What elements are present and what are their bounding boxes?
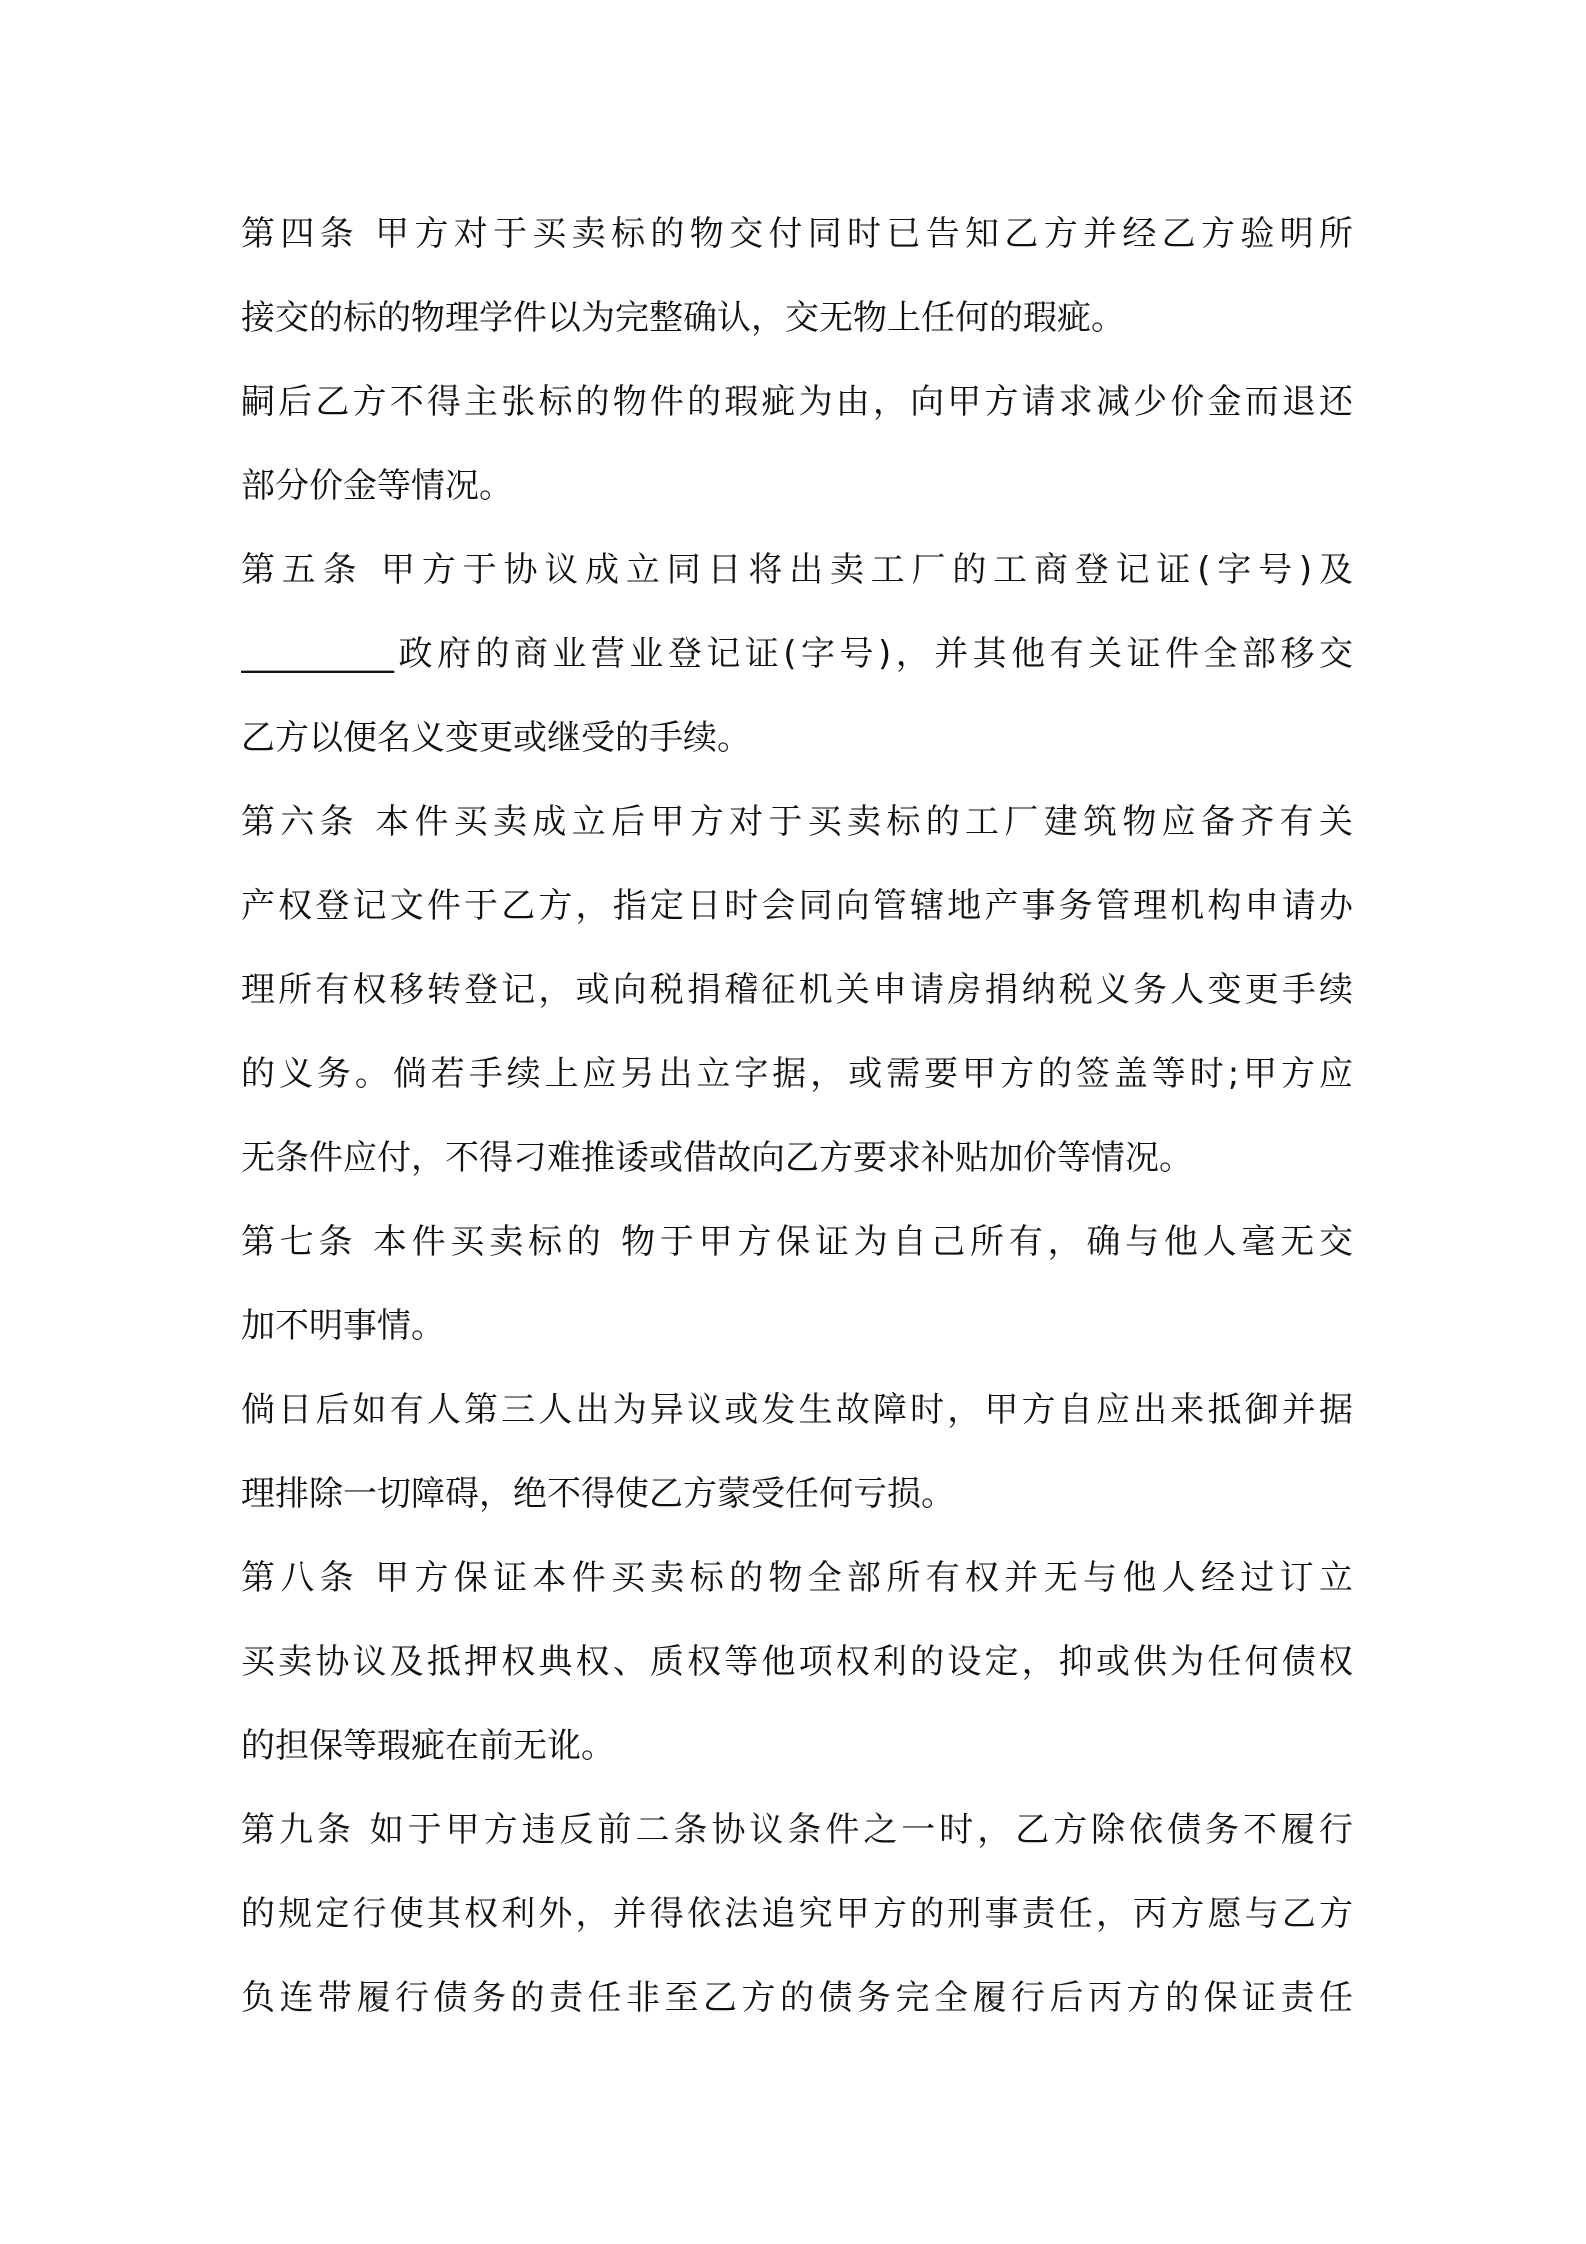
text-line-3: 嗣后乙方不得主张标的物件的瑕疵为由，向甲方请求减少价金而退还 xyxy=(241,382,1353,422)
text-line-12: 无条件应付，不得刁难推诿或借故向乙方要求补贴加价等情况。 xyxy=(241,1138,1193,1178)
text-line-4: 部分价金等情况。 xyxy=(241,466,513,506)
text-line-2: 接交的标的物理学件以为完整确认，交无物上任何的瑕疵。 xyxy=(241,298,1125,338)
text-line-5: 第五条 甲方于协议成立同日将出卖工厂的工商登记证(字号)及 xyxy=(241,550,1353,590)
text-line-15: 倘日后如有人第三人出为异议或发生故障时，甲方自应出来抵御并据 xyxy=(241,1390,1353,1430)
text-line-7: 乙方以便名义变更或继受的手续。 xyxy=(241,718,751,758)
text-line-13: 第七条 本件买卖标的 物于甲方保证为自己所有，确与他人毫无交 xyxy=(241,1222,1353,1262)
text-line-10: 理所有权移转登记，或向税捐稽征机关申请房捐纳税义务人变更手续 xyxy=(241,970,1353,1010)
contract-body xyxy=(241,192,1353,2040)
text-line-17: 第八条 甲方保证本件买卖标的物全部所有权并无与他人经过订立 xyxy=(241,1558,1353,1598)
text-line-21: 的规定行使其权利外，并得依法追究甲方的刑事责任，丙方愿与乙方 xyxy=(241,1894,1353,1934)
text-line-16: 理排除一切障碍，绝不得使乙方蒙受任何亏损。 xyxy=(241,1474,955,1514)
text-line-11: 的义务。倘若手续上应另出立字据，或需要甲方的签盖等时;甲方应 xyxy=(241,1054,1353,1094)
text-line-9: 产权登记文件于乙方，指定日时会同向管辖地产事务管理机构申请办 xyxy=(241,886,1353,926)
text-line-22: 负连带履行债务的责任非至乙方的债务完全履行后丙方的保证责任 xyxy=(241,1978,1353,2018)
text-line-1: 第四条 甲方对于买卖标的物交付同时已告知乙方并经乙方验明所 xyxy=(241,214,1353,254)
text-line-18: 买卖协议及抵押权典权、质权等他项权利的设定，抑或供为任何债权 xyxy=(241,1642,1353,1682)
text-line-14: 加不明事情。 xyxy=(241,1306,445,1346)
text-line-20: 第九条 如于甲方违反前二条协议条件之一时，乙方除依债务不履行 xyxy=(241,1810,1353,1850)
text-line-6: _________政府的商业营业登记证(字号)，并其他有关证件全部移交 xyxy=(241,634,1353,674)
text-line-8: 第六条 本件买卖成立后甲方对于买卖标的工厂建筑物应备齐有关 xyxy=(241,802,1353,842)
text-line-19: 的担保等瑕疵在前无讹。 xyxy=(241,1726,615,1766)
